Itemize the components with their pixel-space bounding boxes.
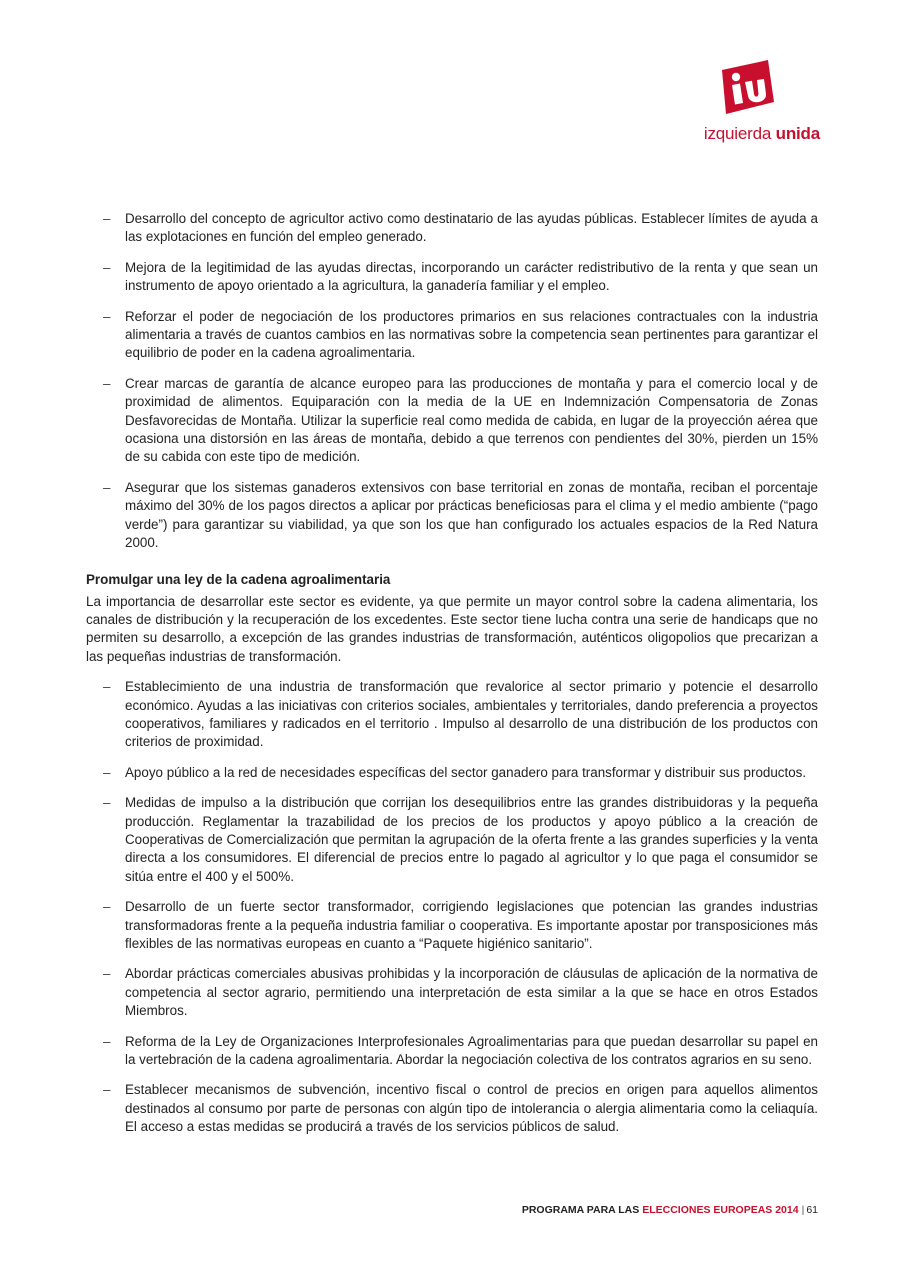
list-item-text: Abordar prácticas comerciales abusivas prohibidas y la incorporación de cláusulas de aplicación de la normativa de competencia al sector agrario, permitiendo una interpretación de esta similar a la que se hace en otros Estados Miembros. [125, 966, 818, 1019]
list-item-text: Reforma de la Ley de Organizaciones Interprofesionales Agroalimentarias para que puedan desarrollar su papel en la vertebración de la cadena agroalimentaria. Abordar la negociación colectiva de los contratos agrarios en su seno. [125, 1033, 818, 1068]
document-body [86, 210, 818, 1149]
izquierda-unida-logo [680, 58, 820, 148]
dash-bullet: – [103, 479, 111, 495]
footer-program-label: PROGRAMA PARA LAS [521, 1204, 640, 1216]
dash-bullet: – [103, 1033, 111, 1049]
list-item [86, 479, 818, 553]
footer-separator: | [801, 1204, 805, 1216]
dash-bullet: – [103, 795, 111, 811]
bullet-list-section [86, 678, 818, 1137]
page-footer [522, 1204, 818, 1216]
list-item-text: Apoyo público a la red de necesidades específicas del sector ganadero para transformar y distribuir sus productos. [125, 764, 807, 780]
dash-bullet: – [103, 1082, 111, 1098]
dash-bullet: – [103, 259, 111, 275]
iu-logo-mark [712, 58, 776, 118]
logo-wordmark [704, 124, 820, 144]
list-item [86, 678, 818, 752]
list-item [86, 965, 818, 1020]
dash-bullet: – [103, 211, 111, 226]
dash-bullet: – [103, 764, 111, 780]
list-item-text: Asegurar que los sistemas ganaderos extensivos con base territorial en zonas de montaña, reciban el porcentaje máximo del 30% de los pagos directos a aplicar por prácticas beneficiosas para el clima y el medio ambiente (“pago verde”) para garantizar su viabilidad, ya que son los que han configurado los actuales espacios de la Red Natura 2000. [125, 479, 818, 551]
dash-bullet: – [103, 679, 111, 695]
section-intro-paragraph: La importancia de desarrollar este sector es evidente, ya que permite un mayor control sobre la cadena alimentaria, los canales de distribución y la recuperación de los excedentes. Este sector tiene lucha contra una serie de handicaps que no permiten su desarrollo, a excepción de las grandes industrias de transformación, auténticos oligopolios que precarizan a las pequeñas industrias de transformación. [86, 593, 818, 664]
list-item-text: Desarrollo del concepto de agricultor activo como destinatario de las ayudas públicas. Establecer límites de ayuda a las explotaciones en función del empleo generado. [125, 211, 818, 245]
list-item-text: Desarrollo de un fuerte sector transformador, corrigiendo legislaciones que potencian las grandes industrias transformadoras frente a la pequeña industria familiar o cooperativa. Es importante apostar por transposiciones más flexibles de las normativas europeas en cuanto a “Paquete higiénico sanitario”. [125, 899, 818, 951]
list-item [86, 210, 818, 247]
list-item [86, 1033, 818, 1070]
logo-word-izquierda: izquierda [703, 124, 772, 143]
list-item-text: Establecimiento de una industria de transformación que revalorice al sector primario y potencie el desarrollo económico. Ayudas a las iniciativas con criterios sociales, ambientales y territoriales, dando preferencia a proyectos cooperativos, familiares y radicados en el territorio . Impulso al desarrollo de una distribución de los productos con criterios de proximidad. [125, 679, 818, 750]
list-item [86, 794, 818, 886]
page-number: 61 [806, 1204, 818, 1216]
dash-bullet: – [103, 966, 111, 982]
dash-bullet: – [103, 375, 111, 391]
dash-bullet: – [103, 308, 111, 324]
list-item [86, 308, 818, 363]
section-heading: Promulgar una ley de la cadena agroalimentaria [86, 571, 391, 587]
list-item-text: Crear marcas de garantía de alcance europeo para las producciones de montaña y para el comercio local y de proximidad de alimentos. Equiparación con la media de la UE en Indemnización Compensatoria de Zonas Desfavorecidas de Montaña. Utilizar la superficie real como medida de cabida, en lugar de la proyección aérea que ocasiona una distorsión en las áreas de montaña, debido a que terrenos con pendientes del 30%, pierden un 15% de su cabida con este tipo de medición. [125, 375, 818, 465]
list-item-text: Medidas de impulso a la distribución que corrijan los desequilibrios entre las grandes distribuidoras y la pequeña producción. Reglamentar la trazabilidad de los precios de los productos y apoyo público a la creación de Cooperativas de Comercialización que permitan la agrupación de la oferta frente a las grandes superficies y la venta directa a los consumidores. El diferencial de precios entre lo pagado al agricultor y lo que paga el consumidor se sitúa entre el 400 y el 500%. [125, 795, 818, 884]
list-item [86, 259, 818, 296]
list-item-text: Mejora de la legitimidad de las ayudas directas, incorporando un carácter redistributivo de la renta y que sean un instrumento de apoyo orientado a la agricultura, la ganadería familiar y el empleo. [125, 259, 818, 294]
list-item-text: Reforzar el poder de negociación de los productores primarios en sus relaciones contractuales con la industria alimentaria a través de cuantos cambios en las normativas sobre la competencia sean pertinentes para garantizar el equilibrio de poder en la cadena agroalimentaria. [125, 308, 818, 361]
list-item [86, 375, 818, 467]
dash-bullet: – [103, 899, 111, 915]
list-item-text: Establecer mecanismos de subvención, incentivo fiscal o control de precios en origen para aquellos alimentos destinados al consumo por parte de personas con algún tipo de intolerancia o alergia alimentaria como la celiaquía. El acceso a estas medidas se producirá a través de los servicios públicos de salud. [125, 1082, 818, 1135]
footer-election-label: ELECCIONES EUROPEAS 2014 [642, 1204, 799, 1216]
list-item [86, 764, 818, 782]
logo-word-unida: unida [775, 124, 820, 143]
bullet-list-top [86, 210, 818, 553]
list-item [86, 898, 818, 953]
list-item [86, 1081, 818, 1136]
